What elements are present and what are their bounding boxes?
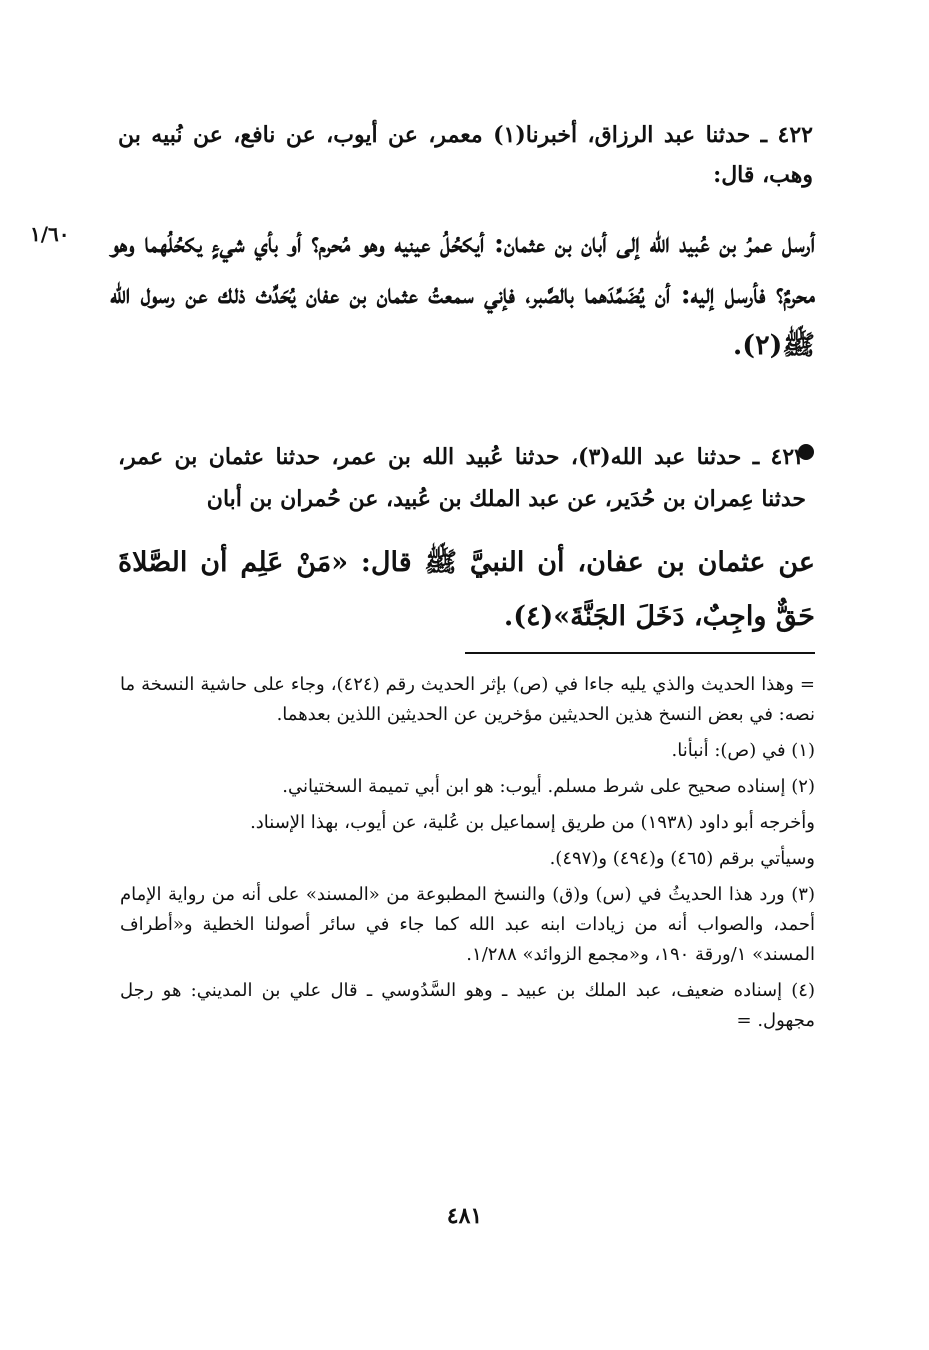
footnotes — [120, 670, 815, 1042]
hadith-422-isnad: ٤٢٢ ـ حدثنا عبد الرزاق، أخبرنا(١) معمر، عن أيوب، عن نافع، عن نُبيه بن وهب، قال: — [118, 122, 813, 188]
footnote-divider — [465, 652, 815, 654]
hadith-423-matn: عن عثمان بن عفان، أن النبيَّ ﷺ قال: «مَنْ عَلِم أن الصَّلاةَ حَقٌّ واجِبٌ، دَخَلَ الجَنَّةَ»(٤). — [118, 547, 815, 632]
footnote-4: (٤) إسناده ضعيف، عبد الملك بن عبيد ـ وهو السَّدُوسي ـ قال علي بن المديني: هو رجل مجهول. = — [120, 980, 815, 1031]
page-number: ٤٨١ — [446, 1203, 483, 1229]
hadith-422-matn: أرسل عمرُ بن عُبيد الله إلى أبان بن عثمان: أيكحُلُ عينيه وهو مُحرم؟ أو بأي شيءٍ يكحُلُهما وهو محرمٌ؟ فأرسل إليه: أن يُضَمِّدَهما بالصَّبر، فإني سمعتُ عثمان بن عفان يُحَدِّث ذلك عن رسول الله ﷺ(٢). — [110, 228, 815, 361]
footnote-3: (٣) ورد هذا الحديثُ في (س) و(ق) والنسخ المطبوعة من «المسند» على أنه من رواية الإمام أحمد، والصواب أنه من زيادات ابنه عبد الله كما جاء في سائر أصولنا الخطية و«أطراف المسند» ١/ورقة ١٩٠، و«مجمع الزوائد» ١/٢٨٨. — [120, 884, 815, 965]
volume-page-reference: ١/٦٠ — [30, 222, 70, 246]
hadith-423-isnad: ٤٢٣ ـ حدثنا عبد الله(٣)، حدثنا عُبيد الله بن عمر، حدثنا عثمان بن عمر، حدثنا عِمران بن حُدَير، عن عبد الملك بن عُبيد، عن حُمران بن أبان — [118, 444, 806, 512]
footnote-1: (١) في (ص): أنبأنا. — [671, 740, 815, 761]
footnote-continuation: = وهذا الحديث والذي يليه جاءا في (ص) بإثر الحديث رقم (٤٢٤)، وجاء على حاشية النسخة ما نصه: في بعض النسخ هذين الحديثين مؤخرين عن الحديثين اللذين بعدهما. — [120, 674, 815, 725]
footnote-2-takhrij: وأخرجه أبو داود (١٩٣٨) من طريق إسماعيل بن عُلية، عن أيوب، بهذا الإسناد. — [250, 812, 815, 833]
footnote-2: (٢) إسناده صحيح على شرط مسلم. أيوب: هو ابن أبي تميمة السختياني. — [282, 776, 815, 797]
footnote-2-crossref: وسيأتي برقم (٤٦٥) و(٤٩٤) و(٤٩٧). — [549, 848, 815, 869]
